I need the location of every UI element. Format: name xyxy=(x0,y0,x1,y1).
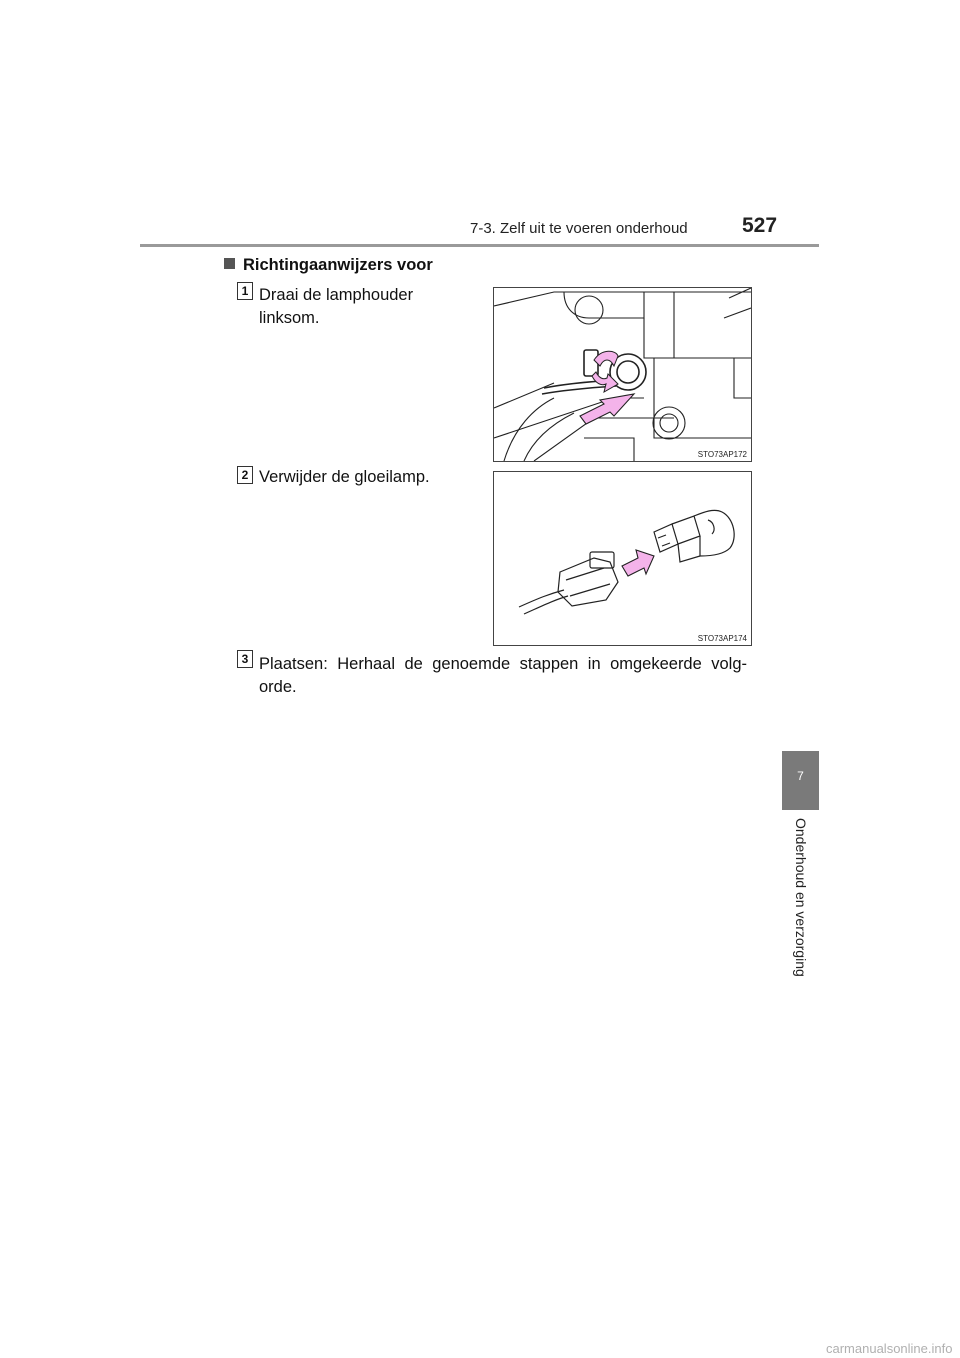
figure-remove-lamp-holder xyxy=(493,287,752,462)
figure-remove-bulb xyxy=(493,471,752,646)
step-number-2: 2 xyxy=(237,466,253,484)
lamp-holder-illustration xyxy=(494,288,751,461)
chapter-section-title: 7-3. Zelf uit te voeren onderhoud xyxy=(470,220,688,237)
watermark: carmanualsonline.info xyxy=(826,1341,953,1356)
step-2-text: Verwijder de gloeilamp. xyxy=(259,468,430,486)
page-number: 527 xyxy=(742,214,778,237)
chapter-tab xyxy=(782,751,819,810)
step-1-text: Draai de lamphouder linksom. xyxy=(259,286,414,327)
figure-code: STO73AP172 xyxy=(697,450,747,459)
section-heading xyxy=(224,256,433,275)
figure-code: STO73AP174 xyxy=(697,634,747,643)
step-number-1: 1 xyxy=(237,282,253,300)
step-3-text: Plaatsen: Herhaal de genoemde stappen in omgekeerde volg-orde. xyxy=(259,655,747,696)
chapter-number: 7 xyxy=(797,769,804,783)
header-divider xyxy=(140,244,819,247)
square-bullet-icon xyxy=(224,258,235,269)
step-number-3: 3 xyxy=(237,650,253,668)
section-heading-text: Richtingaanwijzers voor xyxy=(243,256,433,274)
bulb-removal-illustration xyxy=(494,472,751,645)
chapter-title-vertical: Onderhoud en verzorging xyxy=(793,818,809,977)
